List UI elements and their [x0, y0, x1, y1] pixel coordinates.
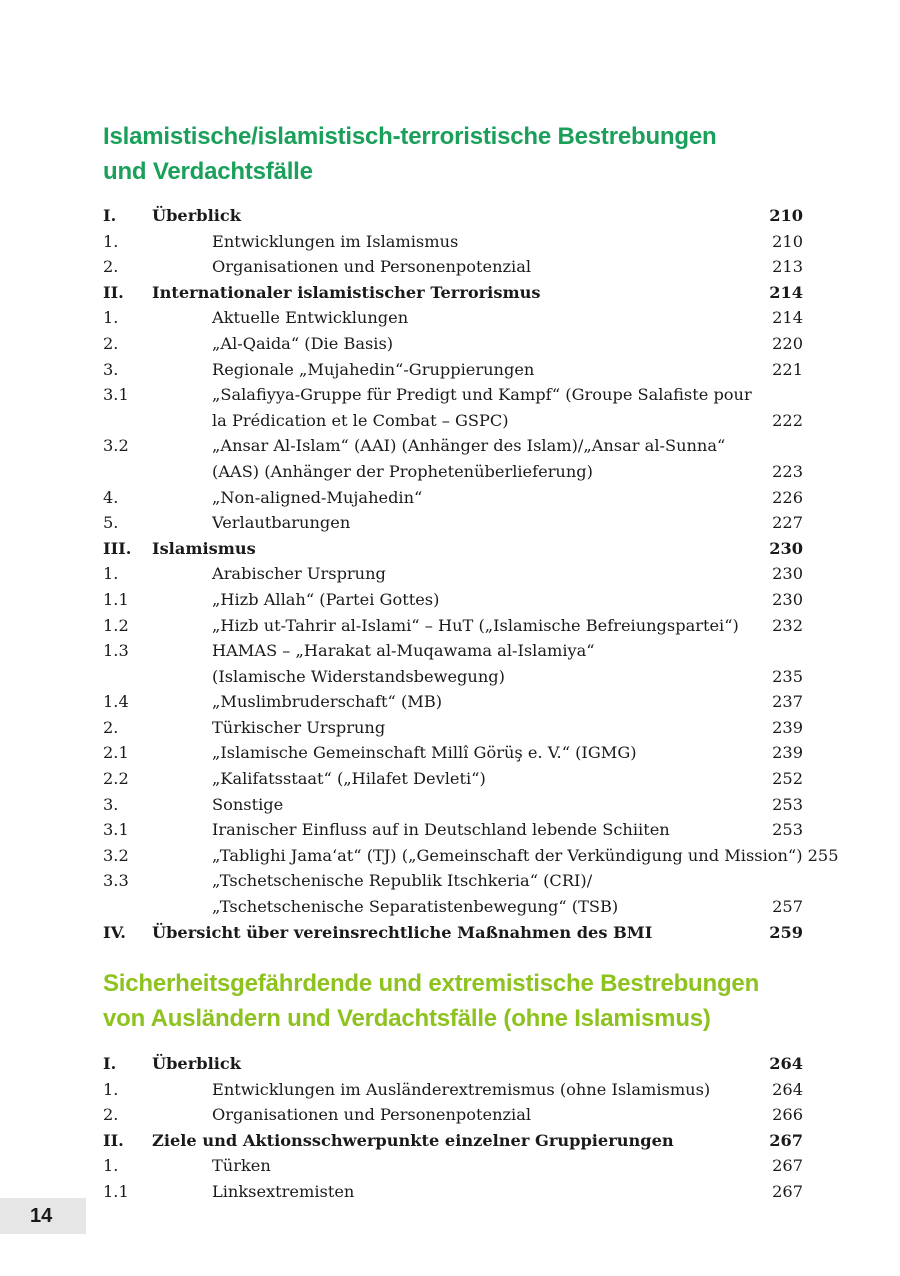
toc-entry-title [212, 510, 767, 536]
toc-entry-number: 3. [103, 794, 119, 814]
toc-entry [103, 510, 803, 536]
toc-entry-page: 210 [769, 206, 803, 225]
toc-entry-title-line: „Islamische Gemeinschaft Millî Görüş e. V.“ (IGMG) [212, 743, 637, 763]
toc-entry [103, 1102, 803, 1128]
toc-entry-title [212, 792, 767, 818]
toc-entry-page: 257 [772, 897, 803, 917]
toc-entry-page: 220 [772, 333, 803, 353]
toc-entry [103, 1077, 803, 1103]
toc-entry-title-line: „Hizb Allah“ (Partei Gottes) [212, 589, 440, 609]
toc-entry-title-line: „Hizb ut-Tahrir al-Islami“ – HuT („Islamische Befreiungspartei“) [212, 615, 739, 635]
toc-entry-title-line: „Tschetschenische Separatistenbewegung“ (TSB) [212, 897, 619, 917]
toc-entry-title-line: „Kalifatsstaat“ („Hilafet Devleti“) [212, 769, 486, 789]
toc-entry-title-line: Arabischer Ursprung [212, 564, 386, 584]
heading-line: Islamistische/islamistisch-terroristische Bestrebungen [103, 123, 717, 150]
heading-line: Sicherheitsgefährdende und extremistische Bestrebungen [103, 970, 760, 997]
toc-entry-number: 1.2 [103, 615, 129, 635]
toc-entry-title-line: Iranischer Einfluss auf in Deutschland lebende Schiiten [212, 820, 670, 840]
toc-entry-number: 2.1 [103, 743, 129, 763]
toc-entry-title-line: Überblick [152, 206, 241, 225]
toc-list-foreign-extremism [103, 1051, 803, 1205]
toc-entry-title-line: Sonstige [212, 794, 284, 814]
toc-entry-page: 267 [772, 1181, 803, 1201]
toc-entry-title-line: „Ansar Al-Islam“ (AAI) (Anhänger des Islam)/„Ansar al-Sunna“ [212, 436, 726, 456]
toc-entry-page: 213 [772, 257, 803, 277]
toc-entry-title [212, 433, 767, 484]
toc-entry-page: 214 [772, 308, 803, 328]
toc-entry-number: 3.1 [103, 820, 129, 840]
toc-entry-title-line: Internationaler islamistischer Terrorismus [152, 282, 541, 302]
toc-entry-number: IV. [103, 922, 126, 942]
toc-entry [103, 203, 803, 229]
toc-entry-number: 2. [103, 333, 119, 353]
toc-entry-title [212, 766, 767, 792]
toc-entry-page: 253 [772, 820, 803, 840]
toc-entry-title-line: Türken [212, 1156, 271, 1176]
toc-entry-title [152, 203, 767, 229]
toc-entry-title [212, 587, 767, 613]
toc-entry-title [152, 1128, 767, 1154]
toc-entry-title [212, 715, 767, 741]
toc-entry [103, 843, 839, 869]
toc-entry [103, 613, 803, 639]
toc-entry [103, 766, 803, 792]
toc-entry-page: 230 [772, 589, 803, 609]
toc-entry-page: 264 [772, 1079, 803, 1099]
toc-entry-title [212, 843, 803, 869]
toc-entry-number: 5. [103, 513, 119, 533]
section-heading-foreign-extremism [103, 966, 823, 1036]
toc-entry-number: 2. [103, 257, 119, 277]
toc-entry-title-line: Türkischer Ursprung [212, 717, 386, 737]
toc-entry-title [212, 561, 767, 587]
toc-entry-title-line: „Salafiyya-Gruppe für Predigt und Kampf“ (Groupe Salafiste pour [212, 385, 752, 405]
toc-entry-number: 2.2 [103, 769, 129, 789]
toc-entry-page: 239 [772, 743, 803, 763]
toc-entry-title [212, 485, 767, 511]
toc-entry-number: 1. [103, 564, 119, 584]
toc-entry-page: 223 [772, 461, 803, 481]
toc-entry-title [152, 1051, 767, 1077]
toc-entry-number: 1.4 [103, 692, 129, 712]
toc-entry-title [212, 1179, 767, 1205]
toc-entry-page: 266 [772, 1105, 803, 1125]
toc-entry-page: 239 [772, 717, 803, 737]
toc-entry-number: 1. [103, 1079, 119, 1099]
toc-entry-title-line: (AAS) (Anhänger der Prophetenüberlieferung) [212, 461, 593, 481]
toc-entry-title [212, 229, 767, 255]
toc-entry [103, 357, 803, 383]
toc-entry-title-line: Organisationen und Personenpotenzial [212, 1105, 532, 1125]
toc-entry-number: 1. [103, 231, 119, 251]
section-heading-islamism [103, 119, 823, 189]
toc-entry-number: 2. [103, 1105, 119, 1125]
toc-entry [103, 689, 803, 715]
toc-entry-title [152, 536, 767, 562]
toc-entry-page: 227 [772, 513, 803, 533]
toc-entry [103, 382, 803, 433]
toc-entry-title [152, 920, 767, 946]
toc-entry-number: 3. [103, 359, 119, 379]
toc-entry [103, 305, 803, 331]
toc-entry-page: 267 [769, 1130, 803, 1150]
toc-entry-title [212, 868, 767, 919]
toc-entry-title-line: „Non-aligned-Mujahedin“ [212, 487, 423, 507]
toc-entry-number: III. [103, 538, 132, 558]
toc-entry-title-line: Linksextremisten [212, 1181, 355, 1201]
toc-entry-title [212, 382, 767, 433]
heading-line: und Verdachtsfälle [103, 158, 313, 185]
toc-entry-title [212, 357, 767, 383]
heading-line: von Ausländern und Verdachtsfälle (ohne Islamismus) [103, 1005, 711, 1032]
toc-entry-page: 235 [772, 666, 803, 686]
toc-entry [103, 587, 803, 613]
toc-entry [103, 229, 803, 255]
toc-entry-number: I. [103, 1054, 117, 1073]
toc-entry-number: 1.1 [103, 589, 129, 609]
toc-entry-title-line: Übersicht über vereinsrechtliche Maßnahmen des BMI [152, 922, 653, 942]
toc-entry-number: 1.1 [103, 1181, 129, 1201]
toc-entry-title-line: „Tablighi Jama‘at“ (TJ) („Gemeinschaft der Verkündigung und Mission“) [212, 845, 803, 865]
toc-entry [103, 254, 803, 280]
toc-entry [103, 792, 803, 818]
toc-entry-page: 232 [772, 615, 803, 635]
toc-entry-title-line: Entwicklungen im Ausländerextremismus (ohne Islamismus) [212, 1079, 711, 1099]
toc-entry-number: 4. [103, 487, 119, 507]
toc-entry-number: 3.1 [103, 385, 129, 405]
toc-entry-title-line: Aktuelle Entwicklungen [212, 308, 409, 328]
toc-entry-title [212, 613, 767, 639]
toc-entry-page: 253 [772, 794, 803, 814]
toc-entry-title [212, 254, 767, 280]
toc-entry [103, 817, 803, 843]
toc-entry-page: 255 [807, 845, 839, 865]
toc-entry [103, 1051, 803, 1077]
toc-list-islamism [103, 203, 839, 945]
toc-entry-title [212, 1102, 767, 1128]
toc-entry [103, 331, 803, 357]
toc-entry-number: 1. [103, 308, 119, 328]
toc-entry [103, 1128, 803, 1154]
toc-entry-number: 2. [103, 717, 119, 737]
toc-entry [103, 868, 803, 919]
toc-entry-number: 1. [103, 1156, 119, 1176]
toc-entry [103, 740, 803, 766]
toc-entry-title [212, 740, 767, 766]
toc-entry-title [212, 331, 767, 357]
toc-entry-title-line: Überblick [152, 1054, 241, 1073]
toc-entry-title-line: HAMAS – „Harakat al-Muqawama al-Islamiya“ [212, 641, 595, 661]
toc-entry [103, 1179, 803, 1205]
toc-entry-number: 1.3 [103, 641, 129, 661]
toc-entry-page: 226 [772, 487, 803, 507]
page-number: 14 [0, 1198, 86, 1234]
toc-entry-title-line: Regionale „Mujahedin“-Gruppierungen [212, 359, 535, 379]
toc-entry-page: 230 [772, 564, 803, 584]
toc-entry-page: 221 [772, 359, 803, 379]
toc-entry [103, 1153, 803, 1179]
toc-entry-number: II. [103, 1130, 124, 1150]
toc-entry-title [152, 280, 767, 306]
toc-entry-title [212, 1077, 767, 1103]
toc-entry-title-line: Ziele und Aktionsschwerpunkte einzelner Gruppierungen [152, 1130, 674, 1150]
toc-entry-number: 3.2 [103, 845, 129, 865]
toc-entry-page: 264 [769, 1054, 803, 1073]
toc-entry-number: I. [103, 206, 117, 225]
toc-entry-title-line: la Prédication et le Combat – GSPC) [212, 410, 509, 430]
toc-entry-title [212, 1153, 767, 1179]
toc-entry [103, 561, 803, 587]
toc-entry-title [212, 305, 767, 331]
toc-entry-page: 267 [772, 1156, 803, 1176]
toc-entry-page: 214 [769, 282, 803, 302]
toc-entry-title-line: Entwicklungen im Islamismus [212, 231, 459, 251]
toc-entry-title-line: (Islamische Widerstandsbewegung) [212, 666, 505, 686]
toc-entry [103, 536, 803, 562]
toc-entry-title-line: „Tschetschenische Republik Itschkeria“ (CRI)/ [212, 871, 593, 891]
toc-entry-title-line: „Muslimbruderschaft“ (MB) [212, 692, 443, 712]
toc-entry [103, 638, 803, 689]
toc-entry-title [212, 817, 767, 843]
toc-entry [103, 280, 803, 306]
toc-entry [103, 715, 803, 741]
toc-entry-title-line: Islamismus [152, 538, 256, 558]
toc-entry [103, 920, 803, 946]
toc-entry-title-line: Organisationen und Personenpotenzial [212, 257, 532, 277]
toc-entry-title-line: Verlautbarungen [212, 513, 351, 533]
toc-entry-title [212, 638, 767, 689]
toc-entry-page: 252 [772, 769, 803, 789]
toc-entry-number: 3.3 [103, 871, 129, 891]
toc-entry-page: 230 [769, 538, 803, 558]
toc-entry-number: II. [103, 282, 124, 302]
toc-entry-number: 3.2 [103, 436, 129, 456]
toc-entry-page: 210 [772, 231, 803, 251]
toc-entry [103, 433, 803, 484]
toc-entry-title [212, 689, 767, 715]
toc-entry-page: 259 [769, 922, 803, 942]
toc-entry-page: 237 [772, 692, 803, 712]
toc-entry-page: 222 [772, 410, 803, 430]
toc-entry [103, 485, 803, 511]
toc-entry-title-line: „Al-Qaida“ (Die Basis) [212, 333, 394, 353]
